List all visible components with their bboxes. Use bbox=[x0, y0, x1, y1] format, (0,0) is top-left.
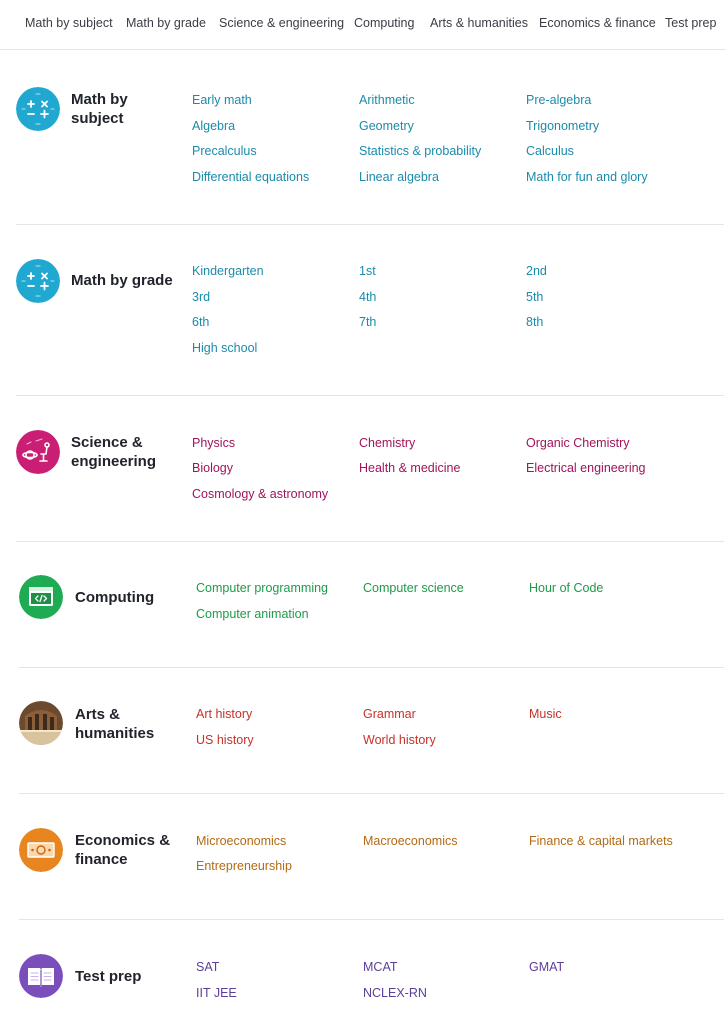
section-title[interactable]: Arts & humanities bbox=[75, 706, 155, 742]
section-divider bbox=[16, 395, 724, 396]
top-nav bbox=[0, 0, 726, 50]
link-precalculus[interactable]: Precalculus bbox=[192, 144, 257, 158]
open-book-icon[interactable] bbox=[19, 954, 63, 998]
section-divider bbox=[16, 224, 724, 225]
nav-math-by-subject[interactable]: Math by subject bbox=[25, 16, 113, 30]
link-algebra[interactable]: Algebra bbox=[192, 119, 236, 133]
link-cosmology-astronomy[interactable]: Cosmology & astronomy bbox=[192, 487, 329, 501]
link-finance-capital-markets[interactable]: Finance & capital markets bbox=[529, 834, 673, 848]
link-iit-jee[interactable]: IIT JEE bbox=[196, 986, 237, 1000]
link-differential-equations[interactable]: Differential equations bbox=[192, 170, 310, 184]
link-biology[interactable]: Biology bbox=[192, 461, 233, 475]
math-operators-icon[interactable] bbox=[16, 87, 60, 131]
link-sat[interactable]: SAT bbox=[196, 960, 220, 974]
link-trigonometry[interactable]: Trigonometry bbox=[526, 119, 600, 133]
link-3rd[interactable]: 3rd bbox=[192, 290, 211, 304]
section-title[interactable]: Economics & finance bbox=[75, 832, 171, 868]
link-calculus[interactable]: Calculus bbox=[526, 144, 574, 158]
nav-test-prep[interactable]: Test prep bbox=[665, 16, 717, 30]
section-title[interactable]: Math by grade bbox=[71, 272, 173, 289]
link-chemistry[interactable]: Chemistry bbox=[359, 436, 416, 450]
link-entrepreneurship[interactable]: Entrepreneurship bbox=[196, 859, 292, 873]
link-computer-science[interactable]: Computer science bbox=[363, 581, 464, 595]
link-5th[interactable]: 5th bbox=[526, 290, 544, 304]
link-high-school[interactable]: High school bbox=[192, 341, 258, 355]
link-early-math[interactable]: Early math bbox=[192, 93, 252, 107]
link-4th[interactable]: 4th bbox=[359, 290, 377, 304]
link-world-history[interactable]: World history bbox=[363, 733, 436, 747]
link-kindergarten[interactable]: Kindergarten bbox=[192, 264, 264, 278]
link-health-medicine[interactable]: Health & medicine bbox=[359, 461, 461, 475]
nav-arts-humanities[interactable]: Arts & humanities bbox=[430, 16, 528, 30]
link-linear-algebra[interactable]: Linear algebra bbox=[359, 170, 439, 184]
section-divider bbox=[16, 541, 724, 542]
section-title[interactable]: Computing bbox=[75, 589, 155, 606]
link-microeconomics[interactable]: Microeconomics bbox=[196, 834, 287, 848]
link-music[interactable]: Music bbox=[529, 707, 562, 721]
section-divider bbox=[19, 667, 724, 668]
link-organic-chemistry[interactable]: Organic Chemistry bbox=[526, 436, 630, 450]
link-physics[interactable]: Physics bbox=[192, 436, 236, 450]
section-divider bbox=[19, 793, 724, 794]
link-pre-algebra[interactable]: Pre-algebra bbox=[526, 93, 592, 107]
link-1st[interactable]: 1st bbox=[359, 264, 376, 278]
math-operators-icon[interactable] bbox=[16, 259, 60, 303]
link-nclex-rn[interactable]: NCLEX-RN bbox=[363, 986, 427, 1000]
link-electrical-engineering[interactable]: Electrical engineering bbox=[526, 461, 646, 475]
link-geometry[interactable]: Geometry bbox=[359, 119, 414, 133]
link-computer-animation[interactable]: Computer animation bbox=[196, 607, 309, 621]
section-title[interactable]: Math by subject bbox=[71, 91, 128, 127]
section-title[interactable]: Test prep bbox=[75, 968, 142, 985]
section-title[interactable]: Science & engineering bbox=[71, 434, 157, 470]
link-statistics-probability[interactable]: Statistics & probability bbox=[359, 144, 482, 158]
link-arithmetic[interactable]: Arithmetic bbox=[359, 93, 415, 107]
nav-math-by-grade[interactable]: Math by grade bbox=[126, 16, 206, 30]
link-art-history[interactable]: Art history bbox=[196, 707, 253, 721]
code-window-icon[interactable] bbox=[19, 575, 63, 619]
link-computer-programming[interactable]: Computer programming bbox=[196, 581, 328, 595]
nav-computing[interactable]: Computing bbox=[354, 16, 415, 30]
link-math-for-fun[interactable]: Math for fun and glory bbox=[526, 170, 648, 184]
link-8th[interactable]: 8th bbox=[526, 315, 544, 329]
nav-economics-finance[interactable]: Economics & finance bbox=[539, 16, 656, 30]
link-us-history[interactable]: US history bbox=[196, 733, 254, 747]
nav-science-engineering[interactable]: Science & engineering bbox=[219, 16, 345, 30]
link-7th[interactable]: 7th bbox=[359, 315, 377, 329]
link-macroeconomics[interactable]: Macroeconomics bbox=[363, 834, 458, 848]
science-icon[interactable] bbox=[16, 430, 60, 474]
link-hour-of-code[interactable]: Hour of Code bbox=[529, 581, 604, 595]
link-gmat[interactable]: GMAT bbox=[529, 960, 565, 974]
library-hall-icon[interactable] bbox=[19, 701, 63, 745]
link-grammar[interactable]: Grammar bbox=[363, 707, 416, 721]
section-divider bbox=[19, 919, 724, 920]
link-2nd[interactable]: 2nd bbox=[526, 264, 547, 278]
link-6th[interactable]: 6th bbox=[192, 315, 210, 329]
banknote-icon[interactable] bbox=[19, 828, 63, 872]
link-mcat[interactable]: MCAT bbox=[363, 960, 398, 974]
